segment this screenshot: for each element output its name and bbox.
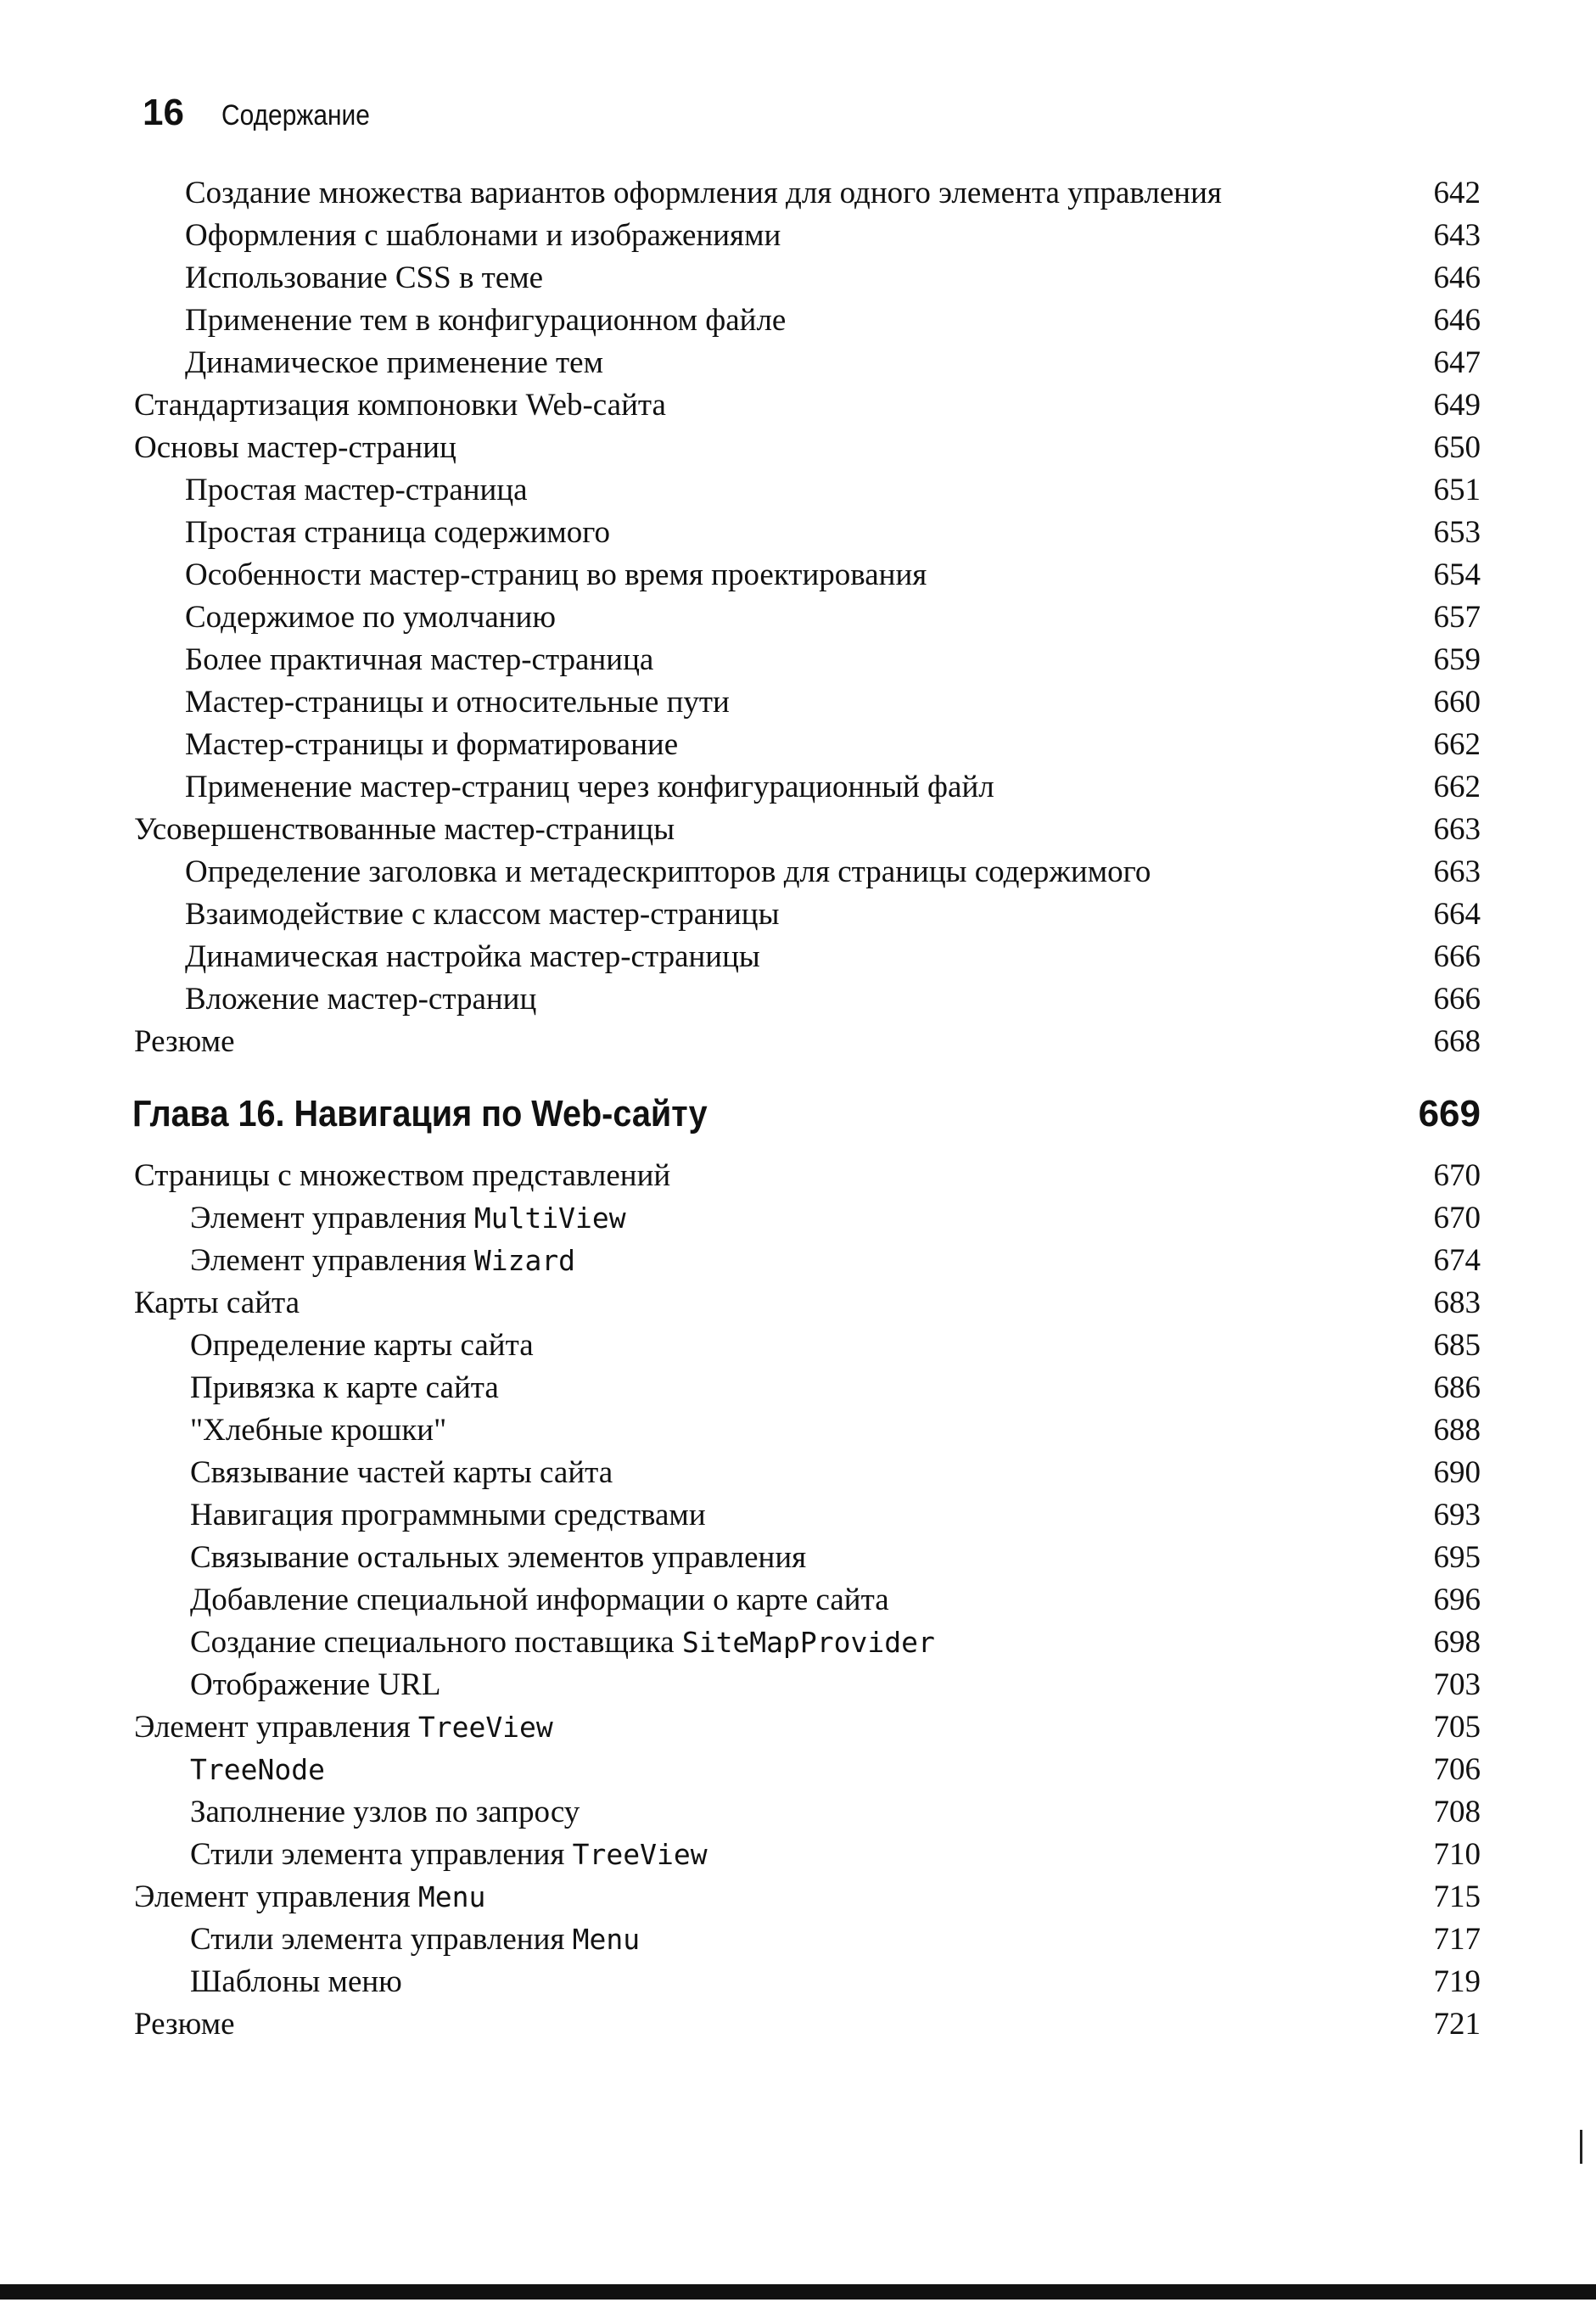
toc-entry-text: Усовершенствованные мастер-страницы bbox=[134, 812, 675, 847]
toc-entry-title bbox=[185, 854, 1151, 890]
toc-entry-page: 717 bbox=[1433, 1922, 1481, 1957]
toc-entry-page: 651 bbox=[1433, 473, 1481, 507]
toc-entry bbox=[0, 1746, 1596, 1789]
toc-entry bbox=[0, 764, 1596, 806]
toc-entry-page: 664 bbox=[1433, 897, 1481, 932]
toc-entry-page: 670 bbox=[1433, 1201, 1481, 1235]
toc-entry-text: Элемент управления bbox=[190, 1201, 474, 1235]
toc-entry-code: TreeView bbox=[572, 1838, 708, 1871]
toc-entry-page: 693 bbox=[1433, 1498, 1481, 1532]
toc-entry-title bbox=[190, 1370, 499, 1406]
toc-entry bbox=[0, 1195, 1596, 1237]
toc-entry-page: 690 bbox=[1433, 1455, 1481, 1490]
toc-entry-text: Создание множества вариантов оформления для одного элемента управления bbox=[185, 176, 1222, 210]
toc-entry-title bbox=[134, 2006, 235, 2042]
toc-entry-text: Простая страница содержимого bbox=[185, 515, 611, 550]
toc-entry bbox=[0, 424, 1596, 467]
toc-entry-text: Более практичная мастер-страница bbox=[185, 642, 654, 677]
toc-entry-text: Оформления с шаблонами и изображениями bbox=[185, 218, 781, 253]
toc-entry-text: Определение карты сайта bbox=[190, 1328, 534, 1363]
toc-entry-title bbox=[185, 260, 543, 296]
toc-entry-page: 715 bbox=[1433, 1879, 1481, 1914]
toc-entry-page: 657 bbox=[1433, 600, 1481, 635]
toc-entry-title bbox=[190, 1497, 706, 1533]
toc-entry bbox=[0, 1704, 1596, 1746]
toc-entry-code: TreeView bbox=[417, 1711, 553, 1744]
toc-entry bbox=[0, 933, 1596, 976]
toc-entry-title bbox=[185, 175, 1222, 211]
chapter-page: 669 bbox=[1418, 1093, 1481, 1134]
toc-section-2 bbox=[0, 1152, 1596, 2043]
toc-entry-title bbox=[185, 896, 779, 933]
toc-entry-page: 668 bbox=[1433, 1024, 1481, 1059]
toc-entry-page: 663 bbox=[1433, 812, 1481, 847]
toc-entry bbox=[0, 976, 1596, 1018]
toc-entry-title bbox=[190, 1539, 806, 1576]
toc-entry-text: Динамическая настройка мастер-страницы bbox=[185, 939, 760, 974]
toc-entry-title bbox=[190, 1624, 935, 1661]
toc-entry-title bbox=[190, 1454, 613, 1491]
toc-entry-page: 706 bbox=[1433, 1752, 1481, 1787]
toc-entry-code: Wizard bbox=[473, 1244, 576, 1277]
toc-entry-title bbox=[134, 1157, 670, 1194]
chapter-title: Глава 16. Навигация по Web-сайту bbox=[132, 1093, 708, 1134]
toc-entry-title bbox=[185, 345, 603, 381]
toc-entry-page: 719 bbox=[1433, 1964, 1481, 1999]
toc-entry-text: Добавление специальной информации о карте сайта bbox=[190, 1583, 889, 1617]
toc-entry-title bbox=[190, 1667, 440, 1703]
toc-entry-text: Элемент управления bbox=[134, 1879, 418, 1914]
toc-entry bbox=[0, 1789, 1596, 1831]
toc-entry-page: 666 bbox=[1433, 939, 1481, 974]
toc-entry-text: Резюме bbox=[134, 2007, 235, 2042]
toc-entry bbox=[0, 1152, 1596, 1195]
toc-entry-page: 643 bbox=[1433, 218, 1481, 253]
toc-entry bbox=[0, 509, 1596, 552]
toc-entry bbox=[0, 467, 1596, 509]
toc-entry-text: Применение тем в конфигурационном файле bbox=[185, 303, 787, 338]
toc-entry-text: Динамическое применение тем bbox=[185, 345, 604, 380]
toc-entry-page: 708 bbox=[1433, 1795, 1481, 1829]
toc-entry-title bbox=[185, 981, 536, 1017]
toc-entry-page: 721 bbox=[1433, 2007, 1481, 2042]
toc-section-1 bbox=[0, 170, 1596, 1061]
toc-entry bbox=[0, 1619, 1596, 1661]
toc-entry-title bbox=[134, 811, 675, 848]
toc-entry-text: Взаимодействие с классом мастер-страницы bbox=[185, 897, 780, 932]
chapter-heading bbox=[0, 1088, 1596, 1147]
toc-entry-title bbox=[185, 726, 678, 763]
toc-entry-title bbox=[134, 1023, 235, 1060]
toc-entry bbox=[0, 1364, 1596, 1407]
toc-entry bbox=[0, 679, 1596, 721]
toc-entry-text: Элемент управления bbox=[134, 1710, 418, 1745]
toc-entry bbox=[0, 1831, 1596, 1874]
toc-entry-page: 653 bbox=[1433, 515, 1481, 550]
toc-entry bbox=[0, 849, 1596, 891]
toc-entry-text: Отображение URL bbox=[190, 1667, 441, 1702]
toc-entry-page: 649 bbox=[1433, 388, 1481, 423]
toc-entry-page: 646 bbox=[1433, 303, 1481, 338]
toc-entry bbox=[0, 1916, 1596, 1958]
toc-entry-page: 710 bbox=[1433, 1837, 1481, 1872]
toc-entry-text: Использование CSS в теме bbox=[185, 260, 544, 295]
toc-entry-page: 659 bbox=[1433, 642, 1481, 677]
toc-entry-page: 696 bbox=[1433, 1583, 1481, 1617]
toc-entry-text: Стили элемента управления bbox=[190, 1922, 573, 1957]
toc-entry-title bbox=[190, 1921, 640, 1958]
toc-entry-title bbox=[190, 1582, 889, 1618]
toc-entry-title bbox=[185, 684, 730, 720]
toc-entry bbox=[0, 212, 1596, 255]
toc-entry-page: 660 bbox=[1433, 685, 1481, 720]
toc-entry-title bbox=[134, 429, 456, 466]
toc-entry-text: Создание специального поставщика bbox=[190, 1625, 682, 1660]
page-header bbox=[143, 92, 390, 134]
toc-entry-title bbox=[134, 387, 666, 423]
toc-entry-text: Основы мастер-страниц bbox=[134, 430, 456, 465]
toc-entry-page: 666 bbox=[1433, 982, 1481, 1017]
toc-entry-title bbox=[185, 769, 994, 805]
toc-entry-page: 663 bbox=[1433, 854, 1481, 889]
toc-entry-text: Особенности мастер-страниц во время проектирования bbox=[185, 557, 927, 592]
toc-entry bbox=[0, 594, 1596, 636]
toc-entry bbox=[0, 1407, 1596, 1449]
toc-entry bbox=[0, 721, 1596, 764]
toc-entry-page: 642 bbox=[1433, 176, 1481, 210]
toc-entry bbox=[0, 1874, 1596, 1916]
toc-entry-page: 650 bbox=[1433, 430, 1481, 465]
toc-entry-code: Menu bbox=[417, 1880, 486, 1913]
toc-entry-page: 685 bbox=[1433, 1328, 1481, 1363]
toc-entry bbox=[0, 255, 1596, 297]
toc-entry bbox=[0, 891, 1596, 933]
toc-entry-text: Вложение мастер-страниц bbox=[185, 982, 537, 1017]
toc-entry-title bbox=[190, 1412, 446, 1448]
toc-entry-text: Заполнение узлов по запросу bbox=[190, 1795, 580, 1829]
toc-entry-text: Связывание остальных элементов управления bbox=[190, 1540, 807, 1575]
toc-entry bbox=[0, 636, 1596, 679]
bottom-scan-edge bbox=[0, 2284, 1596, 2300]
toc-entry-title bbox=[190, 1836, 708, 1873]
toc-entry-page: 647 bbox=[1433, 345, 1481, 380]
toc-entry-text: Резюме bbox=[134, 1024, 235, 1059]
toc-entry-page: 695 bbox=[1433, 1540, 1481, 1575]
toc-entry-title bbox=[190, 1963, 402, 2000]
toc-entry-code: Menu bbox=[572, 1923, 641, 1956]
toc-entry-code: SiteMapProvider bbox=[681, 1626, 935, 1659]
toc-entry-page: 686 bbox=[1433, 1370, 1481, 1405]
toc-entry-page: 703 bbox=[1433, 1667, 1481, 1702]
toc-entry-text: Стандартизация компоновки Web-сайта bbox=[134, 388, 666, 423]
toc-entry bbox=[0, 1449, 1596, 1492]
toc-entry-page: 646 bbox=[1433, 260, 1481, 295]
toc-entry bbox=[0, 1577, 1596, 1619]
toc-entry-text: Мастер-страницы и относительные пути bbox=[185, 685, 730, 720]
toc-entry bbox=[0, 1661, 1596, 1704]
toc-entry bbox=[0, 1018, 1596, 1061]
toc-entry-text: Мастер-страницы и форматирование bbox=[185, 727, 679, 762]
toc-entry bbox=[0, 170, 1596, 212]
toc-entry-title bbox=[190, 1751, 325, 1788]
toc-entry-page: 705 bbox=[1433, 1710, 1481, 1745]
toc-entry-title bbox=[134, 1879, 485, 1915]
toc-entry-page: 674 bbox=[1433, 1243, 1481, 1278]
toc-entry bbox=[0, 806, 1596, 849]
toc-entry-page: 688 bbox=[1433, 1413, 1481, 1448]
toc-entry-text: Применение мастер-страниц через конфигурационный файл bbox=[185, 770, 994, 804]
toc-entry-text: Стили элемента управления bbox=[190, 1837, 573, 1872]
toc-entry-text: Простая мастер-страница bbox=[185, 473, 528, 507]
toc-entry bbox=[0, 2001, 1596, 2043]
toc-entry-text: Связывание частей карты сайта bbox=[190, 1455, 613, 1490]
toc-entry bbox=[0, 552, 1596, 594]
toc-entry bbox=[0, 339, 1596, 382]
toc-entry-text: "Хлебные крошки" bbox=[190, 1413, 447, 1448]
toc-entry-text: Элемент управления bbox=[190, 1243, 474, 1278]
toc-entry-code: MultiView bbox=[473, 1202, 626, 1235]
toc-entry-text: Навигация программными средствами bbox=[190, 1498, 706, 1532]
toc-entry-text: Содержимое по умолчанию bbox=[185, 600, 556, 635]
toc-entry-text: Привязка к карте сайта bbox=[190, 1370, 499, 1405]
toc-entry-title bbox=[185, 599, 556, 636]
toc-entry-title bbox=[190, 1242, 575, 1279]
toc-entry-code: TreeNode bbox=[190, 1753, 325, 1786]
toc-entry-title bbox=[185, 641, 653, 678]
toc-entry bbox=[0, 297, 1596, 339]
toc-entry-text: Шаблоны меню bbox=[190, 1964, 402, 1999]
toc-entry bbox=[0, 1492, 1596, 1534]
toc-entry-text: Определение заголовка и метадескрипторов для страницы содержимого bbox=[185, 854, 1151, 889]
toc-entry-title bbox=[190, 1794, 580, 1830]
toc-entry-page: 654 bbox=[1433, 557, 1481, 592]
running-title: Содержание bbox=[221, 99, 370, 132]
toc-entry-page: 683 bbox=[1433, 1286, 1481, 1320]
page-number: 16 bbox=[143, 92, 184, 133]
toc-entry-title bbox=[190, 1200, 626, 1236]
toc-entry-title bbox=[185, 217, 781, 254]
scan-edge-mark bbox=[1580, 2130, 1582, 2164]
toc-entry-title bbox=[185, 938, 760, 975]
toc-entry bbox=[0, 1237, 1596, 1280]
toc-entry bbox=[0, 382, 1596, 424]
toc-entry-page: 698 bbox=[1433, 1625, 1481, 1660]
toc-entry-text: Карты сайта bbox=[134, 1286, 300, 1320]
toc-entry-text: Страницы с множеством представлений bbox=[134, 1158, 671, 1193]
toc-entry-title bbox=[134, 1709, 553, 1745]
toc-entry-title bbox=[190, 1327, 534, 1364]
toc-entry bbox=[0, 1958, 1596, 2001]
toc-entry-page: 670 bbox=[1433, 1158, 1481, 1193]
toc-entry bbox=[0, 1280, 1596, 1322]
toc-entry bbox=[0, 1322, 1596, 1364]
toc-entry bbox=[0, 1534, 1596, 1577]
toc-entry-page: 662 bbox=[1433, 770, 1481, 804]
toc-entry-page: 662 bbox=[1433, 727, 1481, 762]
toc-entry-title bbox=[185, 302, 786, 339]
toc-entry-title bbox=[134, 1285, 300, 1321]
toc-entry-title bbox=[185, 472, 528, 508]
toc-entry-title bbox=[185, 514, 610, 551]
toc-entry-title bbox=[185, 557, 927, 593]
